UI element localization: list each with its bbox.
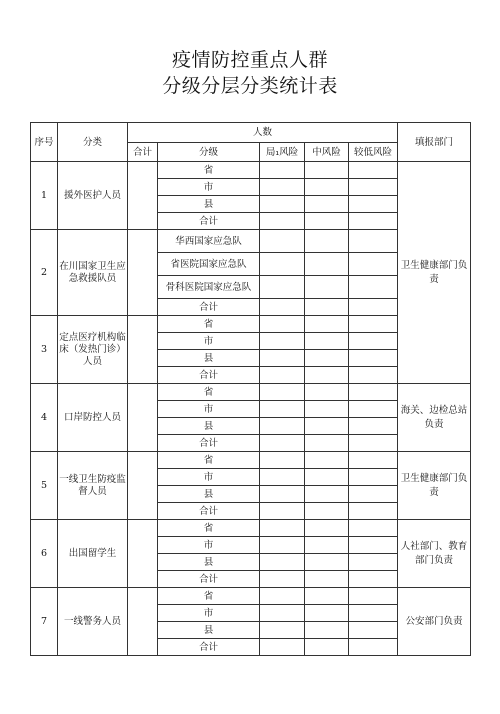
row-level: 县 [158, 486, 260, 503]
mid-risk-cell[interactable] [305, 554, 349, 571]
lower-risk-cell[interactable] [349, 401, 398, 418]
mid-risk-cell[interactable] [305, 639, 349, 656]
row-seq: 2 [31, 230, 58, 316]
row-dept: 卫生健康部门负责 [398, 162, 471, 384]
header-level: 分级 [158, 143, 260, 162]
row-level: 市 [158, 605, 260, 622]
lower-risk-cell[interactable] [349, 503, 398, 520]
low-risk-cell[interactable] [260, 452, 305, 469]
low-risk-cell[interactable] [260, 333, 305, 350]
lower-risk-cell[interactable] [349, 622, 398, 639]
row-level: 市 [158, 469, 260, 486]
low-risk-cell[interactable] [260, 276, 305, 299]
table-row [31, 162, 471, 179]
low-risk-cell[interactable] [260, 401, 305, 418]
lower-risk-cell[interactable] [349, 571, 398, 588]
lower-risk-cell[interactable] [349, 230, 398, 253]
lower-risk-cell[interactable] [349, 418, 398, 435]
mid-risk-cell[interactable] [305, 486, 349, 503]
lower-risk-cell[interactable] [349, 367, 398, 384]
mid-risk-cell[interactable] [305, 469, 349, 486]
mid-risk-cell[interactable] [305, 401, 349, 418]
row-level: 县 [158, 418, 260, 435]
row-dept: 卫生健康部门负责 [398, 452, 471, 520]
mid-risk-cell[interactable] [305, 520, 349, 537]
lower-risk-cell[interactable] [349, 196, 398, 213]
row-level: 合计 [158, 571, 260, 588]
mid-risk-cell[interactable] [305, 333, 349, 350]
row-level: 省 [158, 588, 260, 605]
mid-risk-cell[interactable] [305, 213, 349, 230]
row-total-cell[interactable] [128, 384, 158, 452]
row-seq: 6 [31, 520, 58, 588]
mid-risk-cell[interactable] [305, 384, 349, 401]
lower-risk-cell[interactable] [349, 162, 398, 179]
table-body [31, 162, 471, 656]
low-risk-cell[interactable] [260, 520, 305, 537]
lower-risk-cell[interactable] [349, 253, 398, 276]
header-dept: 填报部门 [398, 123, 471, 162]
lower-risk-cell[interactable] [349, 276, 398, 299]
lower-risk-cell[interactable] [349, 537, 398, 554]
row-seq: 5 [31, 452, 58, 520]
row-category: 一线卫生防疫监督人员 [58, 452, 128, 520]
lower-risk-cell[interactable] [349, 333, 398, 350]
row-level: 县 [158, 196, 260, 213]
low-risk-cell[interactable] [260, 537, 305, 554]
lower-risk-cell[interactable] [349, 179, 398, 196]
lower-risk-cell[interactable] [349, 639, 398, 656]
row-category: 定点医疗机构临床（发热门诊）人员 [58, 316, 128, 384]
table-row [31, 384, 471, 401]
header-total: 合计 [128, 143, 158, 162]
mid-risk-cell[interactable] [305, 367, 349, 384]
row-total-cell[interactable] [128, 452, 158, 520]
page-title: 疫情防控重点人群 [171, 49, 328, 71]
page-subtitle: 分级分层分类统计表 [162, 75, 338, 97]
row-level: 华西国家应急队 [158, 230, 260, 253]
lower-risk-cell[interactable] [349, 554, 398, 571]
lower-risk-cell[interactable] [349, 316, 398, 333]
mid-risk-cell[interactable] [305, 418, 349, 435]
mid-risk-cell[interactable] [305, 537, 349, 554]
low-risk-cell[interactable] [260, 571, 305, 588]
mid-risk-cell[interactable] [305, 571, 349, 588]
row-level: 县 [158, 350, 260, 367]
mid-risk-cell[interactable] [305, 230, 349, 253]
row-dept: 人社部门、教育部门负责 [398, 520, 471, 588]
mid-risk-cell[interactable] [305, 622, 349, 639]
row-total-cell[interactable] [128, 588, 158, 656]
row-dept: 海关、边检总站负责 [398, 384, 471, 452]
lower-risk-cell[interactable] [349, 435, 398, 452]
mid-risk-cell[interactable] [305, 162, 349, 179]
row-total-cell[interactable] [128, 162, 158, 230]
lower-risk-cell[interactable] [349, 299, 398, 316]
low-risk-cell[interactable] [260, 554, 305, 571]
row-category: 在川国家卫生应急救援队员 [58, 230, 128, 316]
row-seq: 4 [31, 384, 58, 452]
row-dept: 公安部门负责 [398, 588, 471, 656]
header-lower-risk: 较低风险 [349, 143, 398, 162]
row-category: 援外医护人员 [58, 162, 128, 230]
row-level: 市 [158, 179, 260, 196]
row-total-cell[interactable] [128, 520, 158, 588]
low-risk-cell[interactable] [260, 418, 305, 435]
low-risk-cell[interactable] [260, 503, 305, 520]
table-row [31, 520, 471, 537]
low-risk-cell[interactable] [260, 639, 305, 656]
mid-risk-cell[interactable] [305, 179, 349, 196]
row-level: 市 [158, 401, 260, 418]
row-level: 省 [158, 452, 260, 469]
row-level: 省 [158, 384, 260, 401]
row-level: 合计 [158, 213, 260, 230]
stats-table [30, 122, 471, 656]
mid-risk-cell[interactable] [305, 503, 349, 520]
mid-risk-cell[interactable] [305, 605, 349, 622]
mid-risk-cell[interactable] [305, 299, 349, 316]
low-risk-cell[interactable] [260, 316, 305, 333]
lower-risk-cell[interactable] [349, 520, 398, 537]
row-level: 合计 [158, 639, 260, 656]
low-risk-cell[interactable] [260, 162, 305, 179]
mid-risk-cell[interactable] [305, 196, 349, 213]
lower-risk-cell[interactable] [349, 486, 398, 503]
row-seq: 3 [31, 316, 58, 384]
low-risk-cell[interactable] [260, 179, 305, 196]
low-risk-cell[interactable] [260, 196, 305, 213]
row-level: 省医院国家应急队 [158, 253, 260, 276]
row-level: 市 [158, 333, 260, 350]
row-level: 省 [158, 520, 260, 537]
low-risk-cell[interactable] [260, 299, 305, 316]
row-level: 县 [158, 554, 260, 571]
low-risk-cell[interactable] [260, 384, 305, 401]
row-category: 一线警务人员 [58, 588, 128, 656]
lower-risk-cell[interactable] [349, 469, 398, 486]
row-category: 出国留学生 [58, 520, 128, 588]
mid-risk-cell[interactable] [305, 253, 349, 276]
header-mid-risk: 中风险 [305, 143, 349, 162]
row-level: 省 [158, 316, 260, 333]
table-row [31, 452, 471, 469]
row-level: 骨科医院国家应急队 [158, 276, 260, 299]
header-low-risk: 局₁风险 [260, 143, 305, 162]
low-risk-cell[interactable] [260, 435, 305, 452]
low-risk-cell[interactable] [260, 622, 305, 639]
row-level: 市 [158, 537, 260, 554]
lower-risk-cell[interactable] [349, 605, 398, 622]
header-category: 分类 [58, 123, 128, 162]
table-row [31, 588, 471, 605]
row-category: 口岸防控人员 [58, 384, 128, 452]
lower-risk-cell[interactable] [349, 213, 398, 230]
low-risk-cell[interactable] [260, 588, 305, 605]
low-risk-cell[interactable] [260, 605, 305, 622]
lower-risk-cell[interactable] [349, 588, 398, 605]
row-level: 县 [158, 622, 260, 639]
low-risk-cell[interactable] [260, 486, 305, 503]
low-risk-cell[interactable] [260, 253, 305, 276]
low-risk-cell[interactable] [260, 367, 305, 384]
row-seq: 1 [31, 162, 58, 230]
row-total-cell[interactable] [128, 230, 158, 316]
row-total-cell[interactable] [128, 316, 158, 384]
row-level: 合计 [158, 299, 260, 316]
row-level: 合计 [158, 503, 260, 520]
header-seq: 序号 [31, 123, 58, 162]
mid-risk-cell[interactable] [305, 276, 349, 299]
row-level: 合计 [158, 435, 260, 452]
row-level: 合计 [158, 367, 260, 384]
lower-risk-cell[interactable] [349, 452, 398, 469]
mid-risk-cell[interactable] [305, 316, 349, 333]
lower-risk-cell[interactable] [349, 384, 398, 401]
low-risk-cell[interactable] [260, 213, 305, 230]
mid-risk-cell[interactable] [305, 350, 349, 367]
mid-risk-cell[interactable] [305, 452, 349, 469]
mid-risk-cell[interactable] [305, 588, 349, 605]
low-risk-cell[interactable] [260, 350, 305, 367]
row-seq: 7 [31, 588, 58, 656]
row-level: 省 [158, 162, 260, 179]
mid-risk-cell[interactable] [305, 435, 349, 452]
header-people: 人数 [128, 123, 398, 143]
lower-risk-cell[interactable] [349, 350, 398, 367]
low-risk-cell[interactable] [260, 469, 305, 486]
low-risk-cell[interactable] [260, 230, 305, 253]
